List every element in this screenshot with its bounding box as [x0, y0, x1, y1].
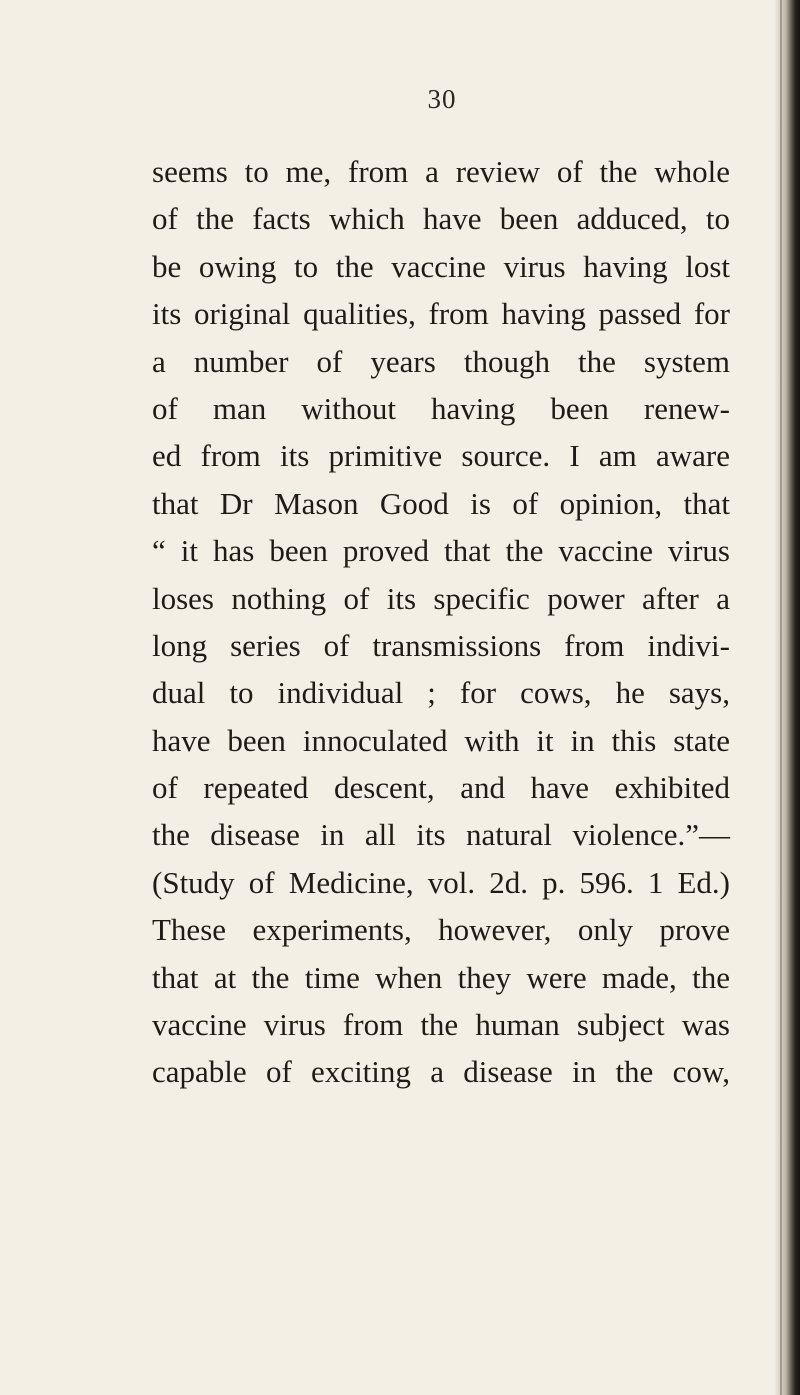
- binding-shadow: [774, 0, 800, 1395]
- text-line: of man without having been renew-: [152, 390, 730, 426]
- text-line: that Dr Mason Good is of opinion, that: [152, 485, 730, 521]
- page-number: 30: [427, 84, 457, 114]
- text-line: have been innoculated with it in this state: [152, 722, 730, 758]
- text-line: (Study of Medicine, vol. 2d. p. 596. 1 Ed.): [152, 864, 730, 900]
- text-line: seems to me, from a review of the whole: [152, 154, 730, 189]
- body-text: [152, 148, 730, 1096]
- text-line: a number of years though the system: [152, 343, 730, 379]
- text-line: long series of transmissions from indivi-: [152, 627, 730, 663]
- text-line: dual to individual ; for cows, he says,: [152, 675, 730, 711]
- text-line: “ it has been proved that the vaccine virus: [152, 533, 730, 569]
- text-line: vaccine virus from the human subject was: [152, 1007, 730, 1043]
- text-line: capable of exciting a disease in the cow,: [152, 1054, 730, 1090]
- text-line: be owing to the vaccine virus having lost: [152, 248, 730, 284]
- text-line: its original qualities, from having passed for: [152, 296, 730, 332]
- text-line: ed from its primitive source. I am aware: [152, 438, 730, 474]
- text-line: of repeated descent, and have exhibited: [152, 770, 730, 806]
- text-line: loses nothing of its specific power after a: [152, 580, 730, 616]
- text-line: that at the time when they were made, the: [152, 959, 730, 995]
- text-line: of the facts which have been adduced, to: [152, 201, 730, 237]
- text-line: These experiments, however, only prove: [152, 912, 730, 948]
- text-line: the disease in all its natural violence.”—: [152, 817, 730, 853]
